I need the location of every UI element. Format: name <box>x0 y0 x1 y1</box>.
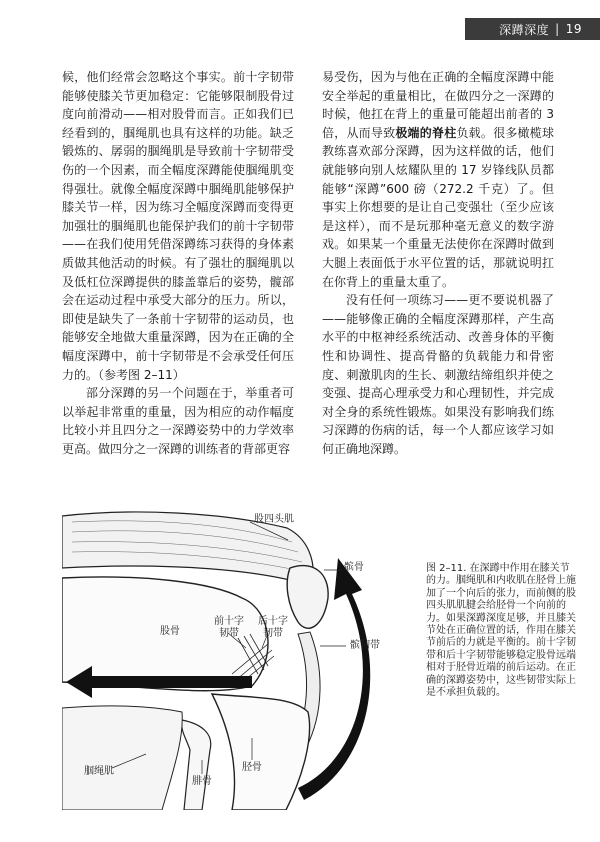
page-number: 19 <box>565 22 582 36</box>
label-acl <box>214 616 244 640</box>
tibia-bone <box>212 694 310 810</box>
label-patella: 髌骨 <box>344 562 364 573</box>
knee-force-figure <box>62 498 447 810</box>
hamstring-muscle <box>62 706 182 810</box>
label-pcl-line1: 后十字 <box>258 616 288 627</box>
label-patellar-ligament: 髌韧带 <box>350 640 380 651</box>
running-header <box>465 18 600 40</box>
label-tibia: 胫骨 <box>242 762 262 773</box>
label-pcl <box>258 616 288 640</box>
fibula-bone <box>182 720 211 810</box>
label-acl-line1: 前十字 <box>214 616 244 627</box>
right-paragraph-1 <box>322 68 554 291</box>
label-femur: 股骨 <box>160 626 180 637</box>
patella-bone <box>287 566 328 629</box>
label-acl-line2: 韧带 <box>219 628 239 639</box>
right-paragraph-1-text-a: 易受伤，因为与他在正确的全幅度深蹲中能安全举起的重量相比，在做四分之一深蹲的时候，他扛在背上的重量可能超出前者的 3 倍，从而导致 <box>322 70 554 140</box>
left-text-column <box>62 68 294 458</box>
figure-caption: 图 2–11. 在深蹲中作用在膝关节的力。腘绳肌和内收肌在胫骨上施加了一个向后的张力，而前侧的股四头肌肌腱会给胫骨一个向前的力。如果深蹲深度足够，并且膝关节处在正确位置的话，作用在膝关节前后的力就是平衡的。前十字韧带和后十字韧带能够稳定股骨远端相对于胫骨近端的前后运动。在正确的深蹲姿势中，这些韧带实际上是不承担负载的。 <box>426 563 576 699</box>
left-paragraph-2: 部分深蹲的另一个问题在于，举重者可以举起非常重的重量，因为相应的动作幅度比较小并且四分之一深蹲姿势中的力学效率更高。做四分之一深蹲的训练者的背部更容 <box>62 386 294 456</box>
header-separator: | <box>555 22 560 36</box>
left-paragraph-1: 候，他们经常会忽略这个事实。前十字韧带能够使膝关节更加稳定：它能够限制股骨过度向前滑动——相对股骨而言。正如我们已经看到的，腘绳肌也具有这样的功能。缺乏锻炼的、孱弱的腘绳肌是导致前十字韧带受伤的一个因素，而全幅度深蹲能使腘绳肌变得强壮。就像全幅度深蹲中腘绳肌能够保护膝关节一样，因为练习全幅度深蹲而变得更加强壮的腘绳肌也能保护我们的前十字韧带——在我们使用凭借深蹲练习获得的身体素质做其他活动的时候。有了强壮的腘绳肌以及低杠位深蹲提供的膝盖靠后的姿势，髋部会在运动过程中承受大部分的压力。所以，即使是缺失了一条前十字韧带的运动员，也能够安全地做大重量深蹲，因为在正确的全幅度深蹲中，前十字韧带是不会承受任何压力的。（参考图 2–11） <box>62 70 294 382</box>
label-hamstrings: 腘绳肌 <box>84 766 114 777</box>
label-pcl-line2: 韧带 <box>263 628 283 639</box>
label-fibula: 腓骨 <box>192 776 212 787</box>
right-paragraph-1-bold: 极端的脊柱 <box>395 125 457 140</box>
right-paragraph-2: 没有任何一项练习——更不要说机器了——能够像正确的全幅度深蹲那样，产生高水平的中枢神经系统活动、改善身体的平衡性和协调性、提高骨骼的负载能力和骨密度、刺激肌肉的生长、刺激结缔组织并使之变强、提高心理承受力和心理韧性，并完成对全身的系统性锻炼。如果没有影响我们练习深蹲的伤病的话，每一个人都应该学习如何正确地深蹲。 <box>322 293 554 456</box>
label-quadriceps: 股四头肌 <box>254 514 294 525</box>
right-paragraph-1-text-b: 负载。很多橄榄球教练喜欢部分深蹲，因为这样做的话，他们就能够向别人炫耀队里的 17 岁锋线队员都能够“深蹲”600 磅（272.2 千克）了。但事实上你想要的是让自己变强壮（至少应该是这样），而不是玩那种毫无意义的数字游戏。如果某一个重量无法使你在深蹲时做到大腿上表面低于水平位置的话，那就说明扛在你背上的重量太重了。 <box>322 125 554 289</box>
right-text-column <box>322 68 554 458</box>
section-title: 深蹲深度 <box>499 22 550 37</box>
